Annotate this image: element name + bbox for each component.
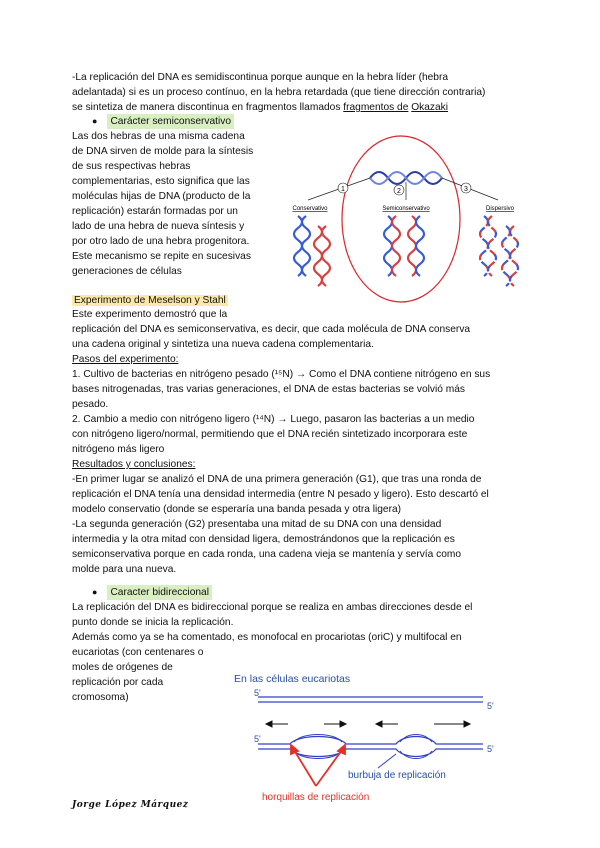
direction-arrows bbox=[266, 721, 470, 727]
okazaki-link-2: Okazaki bbox=[411, 102, 449, 113]
semi-line: replicación) estarán formadas por un bbox=[72, 206, 238, 217]
replication-models-diagram bbox=[288, 134, 524, 304]
bidir-line: cromosoma) bbox=[72, 692, 129, 703]
model-number-1-text: 1 bbox=[341, 186, 345, 193]
paso2-line: 2. Cambio a medio con nitrógeno ligero (¹⁴N) → Luego, pasaron las bacterias a un medio bbox=[72, 414, 475, 425]
bidireccional-heading: Caracter bidireccional bbox=[107, 585, 212, 600]
meselson-line: replicación del DNA es semiconservativa, es decir, que cada molécula de DNA conserva bbox=[72, 324, 471, 335]
model-number-2 bbox=[394, 185, 404, 195]
semiconservativo-heading: Carácter semiconservativo bbox=[107, 114, 234, 129]
paso1-line: bases nitrogenadas, tras varias generaciones, el DNA de estas bacterias se volvió más bbox=[72, 384, 465, 395]
intro-line-3 bbox=[72, 100, 542, 115]
semi-line: de DNA sirven de molde para la síntesis bbox=[72, 146, 254, 157]
label-conservativo: Conservativo bbox=[292, 206, 328, 212]
bidir-line: punto donde se inicia la replicación. bbox=[72, 617, 234, 628]
bullet-icon: ● bbox=[92, 587, 98, 597]
arrow-right-icon bbox=[340, 721, 346, 727]
arrow-right-icon bbox=[464, 721, 470, 727]
semiconservativo-text bbox=[72, 129, 282, 279]
semi-line: por otro lado de una hebra progenitora. bbox=[72, 236, 250, 247]
highlight-ellipse bbox=[342, 136, 460, 302]
model-number-3 bbox=[461, 183, 471, 193]
intro-line-1: -La replicación del DNA es semidiscontinua porque aunque en la hebra líder (hebra bbox=[72, 72, 449, 83]
paso2-line: con nitrógeno ligero/normal, permitiendo que el DNA recién sintetizado incorporara este bbox=[72, 429, 468, 440]
meselson-heading: Experimento de Meselson y Stahl bbox=[74, 295, 226, 306]
bubble-label: burbuja de replicación bbox=[348, 770, 446, 781]
semi-line: Este mecanismo se repite en sucesivas bbox=[72, 251, 251, 262]
bullet-icon: ● bbox=[92, 116, 98, 126]
bidir-line: moles de orógenes de bbox=[72, 662, 173, 673]
conservative-helices bbox=[294, 216, 330, 286]
fork-label: horquillas de replicación bbox=[262, 792, 370, 803]
bidireccional-heading-row bbox=[92, 585, 212, 600]
bidir-line: replicación por cada bbox=[72, 677, 164, 688]
model-number-2-text: 2 bbox=[397, 188, 401, 195]
semi-line: generaciones de células bbox=[72, 266, 182, 277]
arrow-left-icon bbox=[376, 721, 382, 727]
semi-line: moléculas hijas de DNA (producto de la bbox=[72, 191, 251, 202]
semiconservative-helices bbox=[384, 216, 424, 276]
meselson-heading-row bbox=[72, 293, 228, 308]
label-dispersivo: Dispersivo bbox=[485, 206, 515, 212]
author-signature: Jorge López Márquez bbox=[72, 800, 189, 810]
replication-bubble-diagram bbox=[228, 668, 518, 808]
model-number-1 bbox=[338, 183, 348, 193]
pasos-title: Pasos del experimento: bbox=[72, 354, 179, 365]
resultados-title: Resultados y conclusiones: bbox=[72, 459, 196, 470]
model-number-3-text: 3 bbox=[464, 186, 468, 193]
intro-line-3-text: se sintetiza de manera discontinua en fragmentos llamados bbox=[72, 102, 344, 113]
resultados-line: molde para una nueva. bbox=[72, 564, 177, 575]
okazaki-link-1: fragmentos de bbox=[343, 102, 409, 113]
semi-line: Las dos hebras de una misma cadena bbox=[72, 131, 245, 142]
bidir-line: La replicación del DNA es bidireccional porque se realiza en ambas direcciones desde el bbox=[72, 602, 473, 613]
bubble-figure-title: En las células eucariotas bbox=[234, 673, 351, 685]
resultados-line: modelo conservatio (donde se esperaría una banda pesada y otra ligera) bbox=[72, 504, 402, 515]
bidir-line: Además como ya se ha comentado, es monofocal en procariotas (oriC) y multifocal en bbox=[72, 632, 462, 643]
five-prime-bottom-left: 5' bbox=[254, 734, 261, 744]
fork-arrows bbox=[291, 745, 345, 786]
five-prime-top-left: 5' bbox=[254, 688, 261, 698]
resultados-line: intermedia y la otra mitad con densidad ligera, demostrándonos que la replicación es bbox=[72, 534, 455, 545]
paso1-line: pesado. bbox=[72, 399, 109, 410]
bidir-line: eucariotas (con centenares o bbox=[72, 647, 204, 658]
bubble-strand-upper bbox=[258, 737, 483, 745]
resultados-line: -En primer lugar se analizó el DNA de una primera generación (G1), que tras una ronda de bbox=[72, 474, 482, 485]
semi-line: de sus respectivas hebras bbox=[72, 161, 191, 172]
label-semiconservativo: Semiconservativo bbox=[382, 206, 430, 212]
resultados-line: -La segunda generación (G2) presentaba una mitad de su DNA con una densidad bbox=[72, 519, 442, 530]
intro-line-2: adelantada) si es un proceso contínuo, en la hebra retardada (que tiene dirección contraria) bbox=[72, 87, 486, 98]
five-prime-bottom-right: 5' bbox=[487, 744, 494, 754]
resultados-line: semiconservativa porque en cada ronda, una cadena vieja se mantenía y servía como bbox=[72, 549, 462, 560]
five-prime-top-right: 5' bbox=[487, 701, 494, 711]
paso2-line: nitrógeno más ligero bbox=[72, 444, 165, 455]
fork-arrow-icon bbox=[291, 745, 298, 754]
meselson-line: una cadena original y sintetiza una nueva cadena complementaria. bbox=[72, 339, 374, 350]
semi-line: lado de una hebra de nueva síntesis y bbox=[72, 221, 245, 232]
intro-paragraph bbox=[72, 70, 542, 115]
semiconservativo-heading-row bbox=[92, 114, 234, 129]
paso1-line: 1. Cultivo de bacterias en nitrógeno pesado (¹⁵N) → Como el DNA contiene nitrógeno en sus bbox=[72, 369, 491, 380]
meselson-line: Este experimento demostró que la bbox=[72, 309, 228, 320]
resultados-line: replicación el DNA tenía una densidad intermedia (entre N pesado y ligero). Esto descartó el bbox=[72, 489, 489, 500]
bubble-label-pointer bbox=[378, 754, 396, 768]
meselson-body bbox=[72, 307, 542, 577]
semi-line: complementarias, esto significa que las bbox=[72, 176, 250, 187]
dispersive-helices bbox=[480, 216, 518, 286]
arrow-left-icon bbox=[266, 721, 272, 727]
